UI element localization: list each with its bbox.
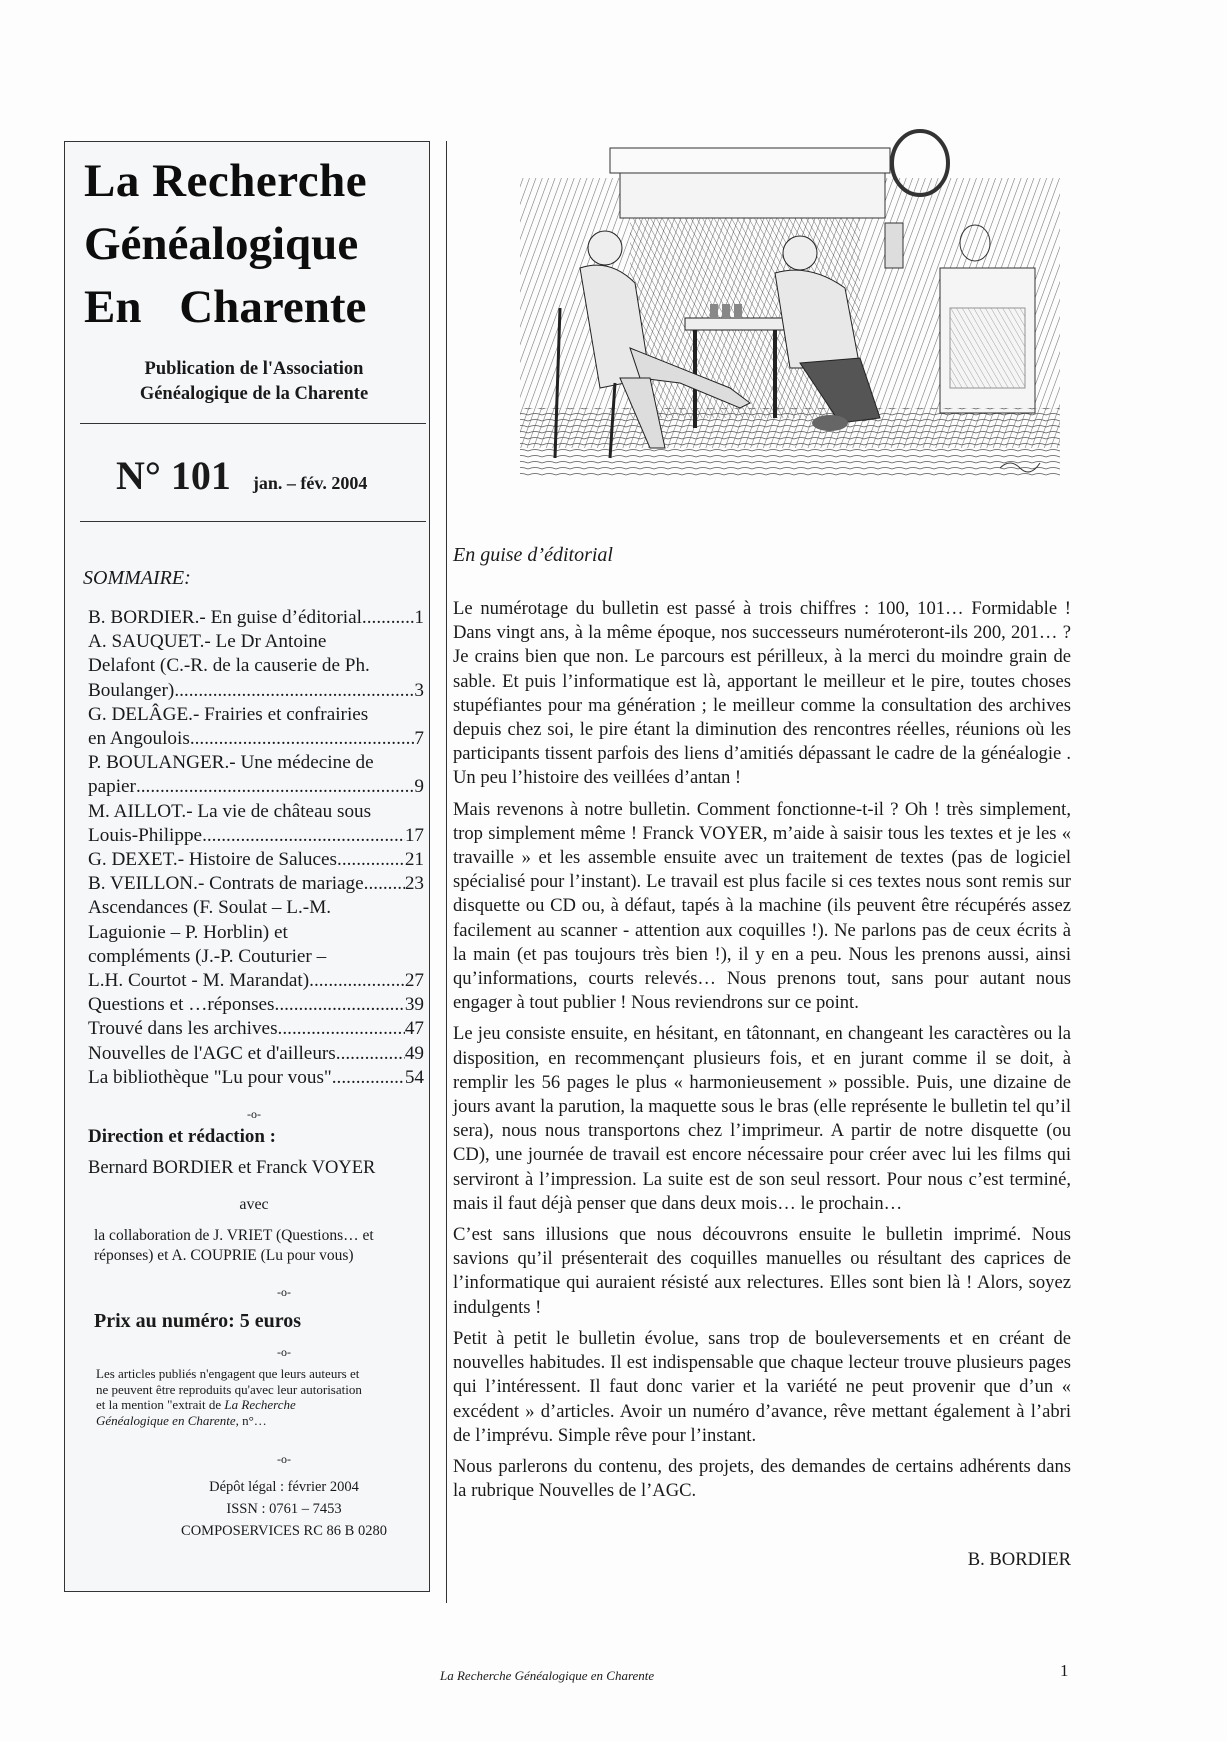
toc-page-number: 47 xyxy=(404,1018,424,1040)
legal-line: ne peuvent être reproduits qu'avec leur autorisation xyxy=(96,1381,362,1397)
toc-page-number: 49 xyxy=(404,1042,424,1064)
separator: -o- xyxy=(277,1345,291,1359)
price-label: Prix au numéro: 5 euros xyxy=(94,1310,302,1332)
toc-entry-text: M. AILLOT.- La vie de château sous xyxy=(88,800,372,822)
publication-title xyxy=(84,150,424,339)
toc-page-number: 27 xyxy=(404,970,424,992)
toc-entry xyxy=(88,1066,424,1090)
running-footer-title: La Recherche Généalogique en Charente xyxy=(440,1668,655,1683)
toc-entry xyxy=(88,1017,424,1041)
editorial-paragraph: Le numérotage du bulletin est passé à trois chiffres : 100, 101… Formidable ! Dans vingt ans, à la même époque, nos successeurs numéroteront-ils 200, 201… ? Je crains bien que non. Le parcours est périlleux, à la merci du moindre grain de sable. Et puis l’informatique est là, apportant le meilleur et le pire, toutes choses stupéfiantes pour ma génération ; le meilleur comme la consultation des archives depuis chez soi, le pire étant la diminution des rencontres réelles, réunions où les participants tissent parfois des liens d’amitiés dépassant le cadre de la généalogie . Un peu l’histoire des veillées d’antan ! xyxy=(453,598,1071,789)
direction-heading: Direction et rédaction : xyxy=(88,1126,277,1147)
toc-entry xyxy=(88,896,424,993)
toc-entry-text: L.H. Courtot - M. Marandat) xyxy=(88,970,310,992)
editorial-paragraph: C’est sans illusions que nous découvrons ensuite le bulletin imprimé. Nous savions qu’il présenterait des coquilles manuelles ou résultant des caprices de l’informatique qui auraient résisté aux relectures. Elles sont bien là ! Alors, soyez indulgents ! xyxy=(453,1224,1071,1318)
editorial-paragraph: Petit à petit le bulletin évolue, sans trop de bouleversements et en créant de nouvelles habitudes. Il est indispensable que chaque lecteur trouve plusieurs pages qui l’intéressent. Il faut donc varier et la variété ne peut provenir que d’un « excédent » d’articles. Avoir un numéro d’avance, rêve mettant également à l’abri de l’imprévu. Simple rêve pour l’instant. xyxy=(453,1327,1071,1446)
avec-label: avec xyxy=(239,1196,269,1213)
editorial-paragraph: Mais revenons à notre bulletin. Comment fonctionne-t-il ? Oh ! très simplement, trop simplement même ! Franck VOYER, m’aide à saisir tous les textes et je les « travaille » et les assemble ensuite avec un traitement de textes (pas de logiciel spécialisé pour l’instant). Le travail est plus facile si ces textes nous sont remis sur disquette ou CD ou, à défaut, tapés à la machine (ils peuvent être récupérés assez facilement au scanner - attention aux coquilles !). Ne parlons pas de ceux écrits à la main (et pas toujours très bien !), il y en a peu. Nous les prenons aussi, ainsi qu’informations, courts relevés… Nous prenons tout, sans pour autant nous engager à tout publier ! Nous reviendrons sur ce point. xyxy=(453,798,1071,1014)
depot-legal: Dépôt légal : février 2004 xyxy=(209,1479,359,1495)
leader-dots xyxy=(332,1066,405,1090)
toc-entry xyxy=(88,606,424,630)
separator: -o- xyxy=(277,1452,291,1466)
divider xyxy=(80,423,426,424)
toc-entry-text: G. DEXET.- Histoire de Saluces xyxy=(88,849,338,871)
issn: ISSN : 0761 – 7453 xyxy=(226,1501,342,1517)
toc-page-number: 23 xyxy=(404,873,424,895)
toc-entry-text: Boulanger) xyxy=(88,679,175,701)
leader-dots xyxy=(190,727,415,751)
masthead-box-outer-border xyxy=(446,141,447,1603)
editorial-paragraph: Le jeu consiste ensuite, en hésitant, en tâtonnant, en changeant les caractères ou la disposition, en recommençant plusieurs fois, et en jurant comme il se doit, à remplir les 56 pages le plus « harmonieusement » possible. Puis, une dizaine de jours avant la parution, la maquette sous le bras (elle représente le bulletin tel qu’il sera), nous nous transportons chez l’imprimeur. A partir de notre disquette (ou CD), une journée de travail est encore nécessaire pour créer avec lui les films qui serviront à l’impression. La suite est de son seul ressort. Pour nous c’est terminé, mais il faut déjà penser que dans deux mois… le prochain… xyxy=(453,1023,1071,1214)
toc-entry-text: Ascendances (F. Soulat – L.-M. xyxy=(88,897,332,919)
toc-entry-text: P. BOULANGER.- Une médecine de xyxy=(88,752,374,774)
toc-page-number: 9 xyxy=(414,776,424,798)
legal-line: Généalogique en Charente, n°… xyxy=(96,1412,267,1428)
toc-entry-text: B. VEILLON.- Contrats de mariage xyxy=(88,873,364,895)
toc-page-number: 39 xyxy=(404,994,424,1016)
toc-page-number: 1 xyxy=(414,607,424,628)
toc-entry-text: Louis-Philippe xyxy=(88,824,203,846)
toc-entry-text: B. BORDIER.- En guise d’éditorial xyxy=(88,607,362,628)
leader-dots xyxy=(336,1042,405,1066)
toc-entry-text: G. DELÂGE.- Frairies et confrairies xyxy=(88,703,369,725)
toc-page-number: 54 xyxy=(404,1066,424,1088)
issue-number: N° 101 xyxy=(116,453,231,498)
legal-line: Les articles publiés n'engagent que leurs auteurs et xyxy=(96,1366,360,1381)
masthead-box-inner-border xyxy=(429,141,430,1592)
toc-page-number: 7 xyxy=(414,728,424,750)
sommaire-heading: SOMMAIRE: xyxy=(83,567,191,589)
toc-page-number: 21 xyxy=(404,849,424,871)
publication-subtitle xyxy=(84,357,424,407)
toc-entry-text: La bibliothèque "Lu pour vous" xyxy=(88,1066,332,1088)
leader-dots xyxy=(364,872,405,896)
leader-dots xyxy=(337,848,405,872)
subtitle-line-2: Généalogique de la Charente xyxy=(139,384,369,404)
issue-info xyxy=(116,452,367,499)
leader-dots xyxy=(202,824,405,848)
toc-entry-text: Nouvelles de l'AGC et d'ailleurs xyxy=(88,1042,336,1064)
toc-entry-text: Laguionie – P. Horblin) et xyxy=(88,921,288,943)
leader-dots xyxy=(278,1017,405,1041)
toc-entry xyxy=(88,848,424,872)
page-number: 1 xyxy=(1060,1661,1069,1680)
title-line-2: Généalogique xyxy=(84,218,359,270)
editorial-paragraph: Nous parlerons du contenu, des projets, des demandes de certains adhérents dans la rubrique Nouvelles de l’AGC. xyxy=(453,1455,1071,1502)
collaboration-line: la collaboration de J. VRIET (Questions… et xyxy=(94,1227,374,1244)
leader-dots xyxy=(136,775,414,799)
editorial-body xyxy=(453,597,1071,1510)
title-line-3: En Charente xyxy=(84,281,367,333)
toc-page-number: 17 xyxy=(404,824,424,846)
leader-dots xyxy=(362,606,414,630)
leader-dots xyxy=(174,679,414,703)
toc-entry-text: Delafont (C.-R. de la causerie de Ph. xyxy=(88,655,370,677)
subtitle-line-1: Publication de l'Association xyxy=(144,359,364,379)
imprint xyxy=(84,1476,424,1542)
toc-entry xyxy=(88,751,424,799)
toc-entry-text: compléments (J.-P. Couturier – xyxy=(88,945,327,967)
collaboration-text xyxy=(94,1226,426,1266)
leader-dots xyxy=(309,969,405,993)
leader-dots xyxy=(275,993,405,1017)
separator: -o- xyxy=(247,1107,261,1121)
toc-entry xyxy=(88,993,424,1017)
toc-entry xyxy=(88,1042,424,1066)
editorial-signature: B. BORDIER xyxy=(967,1549,1071,1570)
toc-entry-text: papier xyxy=(88,776,136,798)
printer: COMPOSERVICES RC 86 B 0280 xyxy=(181,1523,387,1539)
separator: -o- xyxy=(277,1285,291,1299)
toc-entry-text: Trouvé dans les archives xyxy=(88,1018,278,1040)
issue-date: jan. – fév. 2004 xyxy=(252,473,368,493)
legal-notice xyxy=(96,1366,426,1428)
legal-line: et la mention "extrait de La Recherche xyxy=(96,1397,296,1412)
toc-entry xyxy=(88,703,424,751)
title-line-1: La Recherche xyxy=(84,155,368,207)
toc-entry xyxy=(88,872,424,896)
toc-page-number: 3 xyxy=(414,679,424,701)
table-of-contents xyxy=(88,606,424,1090)
toc-entry-text: en Angoulois xyxy=(88,728,190,750)
engraving-illustration xyxy=(500,118,1080,498)
editorial-title: En guise d’éditorial xyxy=(453,544,613,566)
toc-entry-text: A. SAUQUET.- Le Dr Antoine xyxy=(88,631,327,653)
toc-entry xyxy=(88,800,424,848)
divider xyxy=(80,521,426,522)
toc-entry-text: Questions et …réponses xyxy=(88,994,275,1016)
collaboration-line: réponses) et A. COUPRIE (Lu pour vous) xyxy=(94,1247,354,1264)
toc-entry xyxy=(88,630,424,703)
direction-names: Bernard BORDIER et Franck VOYER xyxy=(88,1158,376,1178)
